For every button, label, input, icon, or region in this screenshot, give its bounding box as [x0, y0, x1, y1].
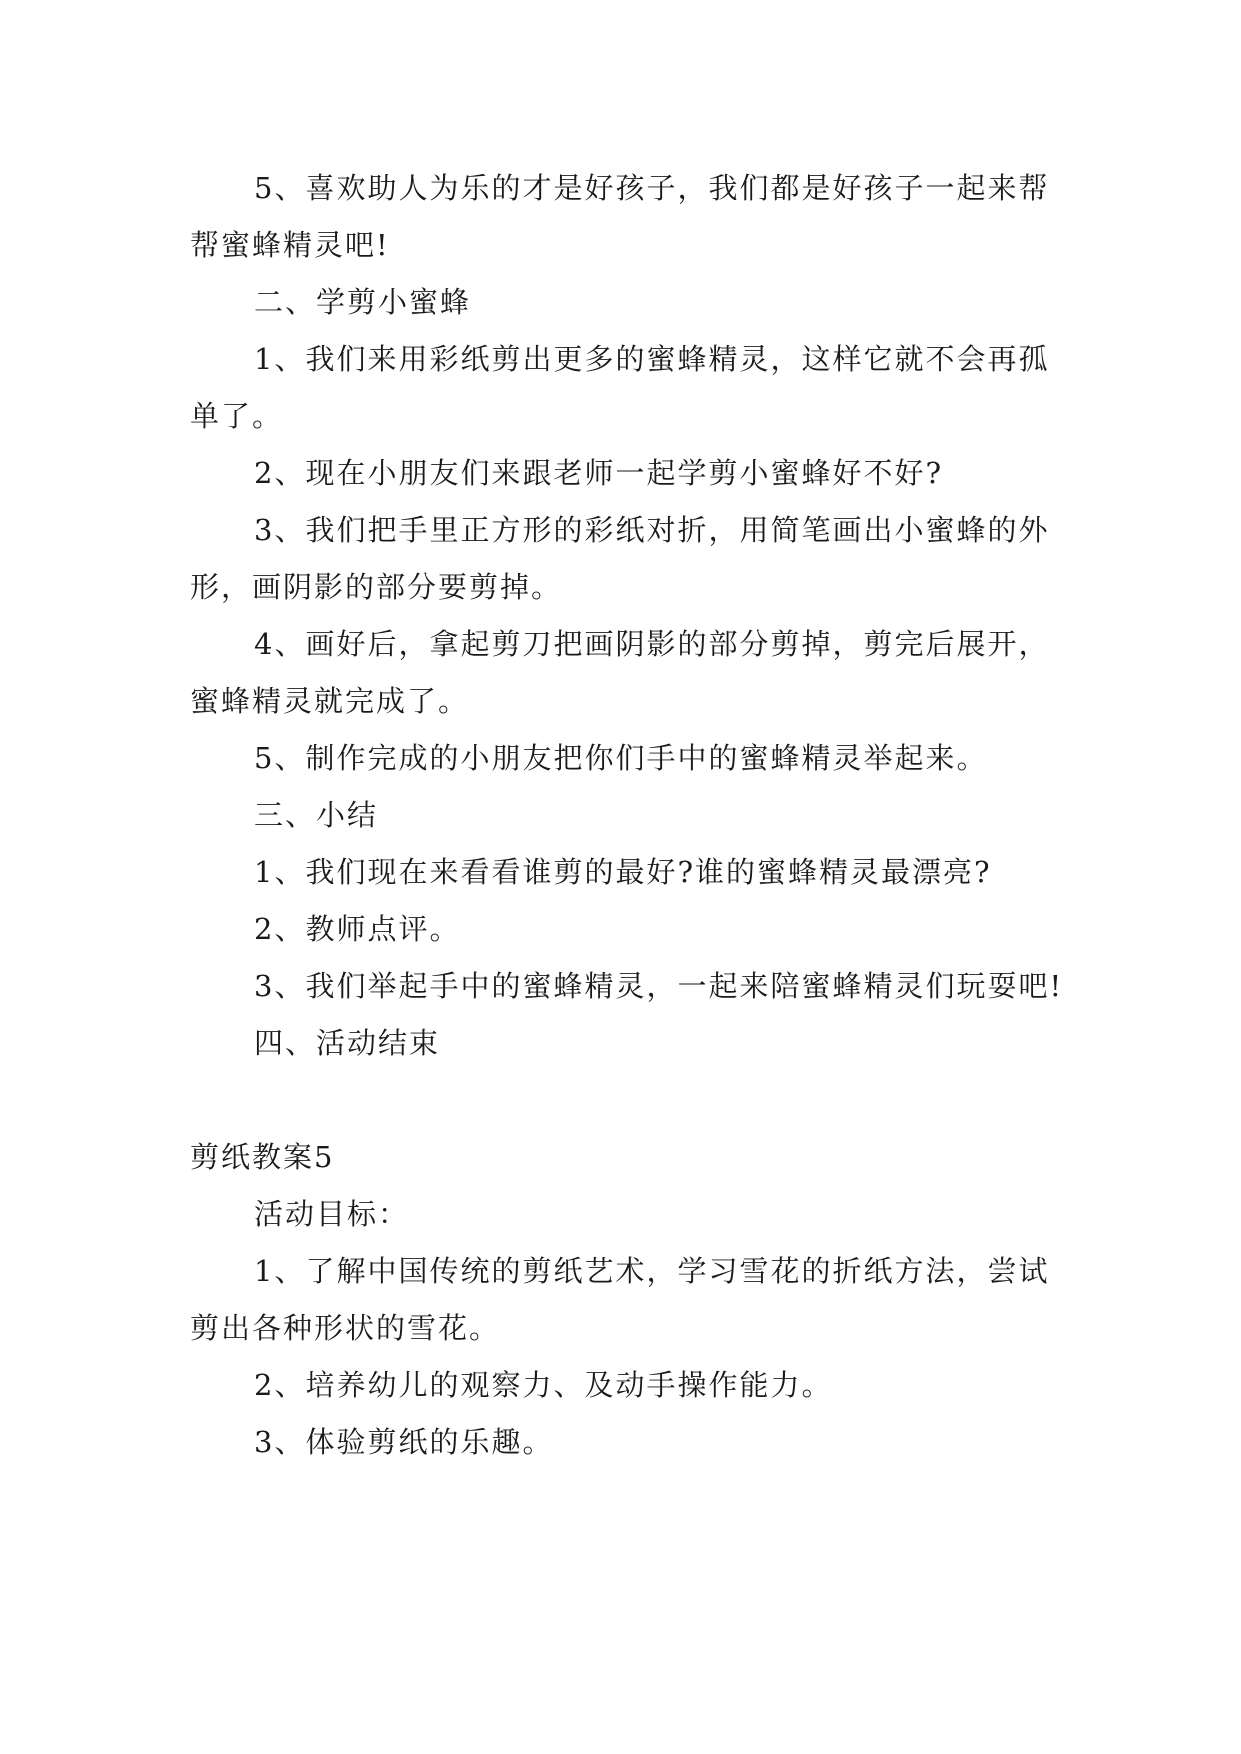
goals-heading: 活动目标： — [254, 1197, 410, 1231]
section-heading-end: 四、活动结束 — [254, 1026, 441, 1060]
paragraph-step-1: 1、我们来用彩纸剪出更多的蜜蜂精灵，这样它就不会再孤单了。 — [190, 342, 1050, 433]
paragraph-step-4: 4、画好后，拿起剪刀把画阴影的部分剪掉，剪完后展开，蜜蜂精灵就完成了。 — [190, 627, 1050, 718]
paragraph-goal-2: 2、培养幼儿的观察力、及动手操作能力。 — [254, 1368, 833, 1402]
paragraph-summary-1: 1、我们现在来看看谁剪的最好?谁的蜜蜂精灵最漂亮? — [254, 855, 992, 889]
section-heading-learn-cut: 二、学剪小蜜蜂 — [254, 285, 472, 319]
paragraph-step-5: 5、制作完成的小朋友把你们手中的蜜蜂精灵举起来。 — [254, 741, 988, 775]
paragraph-goal-1: 1、了解中国传统的剪纸艺术，学习雪花的折纸方法，尝试剪出各种形状的雪花。 — [190, 1254, 1050, 1345]
lesson-plan-title: 剪纸教案5 — [190, 1140, 335, 1174]
section-heading-summary: 三、小结 — [254, 798, 379, 832]
paragraph-help-bees: 5、喜欢助人为乐的才是好孩子，我们都是好孩子一起来帮帮蜜蜂精灵吧! — [190, 171, 1050, 262]
paragraph-summary-2: 2、教师点评。 — [254, 912, 461, 946]
section-spacer — [190, 1072, 1070, 1129]
paragraph-summary-3: 3、我们举起手中的蜜蜂精灵，一起来陪蜜蜂精灵们玩耍吧! — [254, 969, 1064, 1003]
paragraph-step-2: 2、现在小朋友们来跟老师一起学剪小蜜蜂好不好? — [254, 456, 943, 490]
paragraph-goal-3: 3、体验剪纸的乐趣。 — [254, 1425, 554, 1459]
document-body — [190, 160, 1070, 1471]
paragraph-step-3: 3、我们把手里正方形的彩纸对折，用简笔画出小蜜蜂的外形，画阴影的部分要剪掉。 — [190, 513, 1050, 604]
